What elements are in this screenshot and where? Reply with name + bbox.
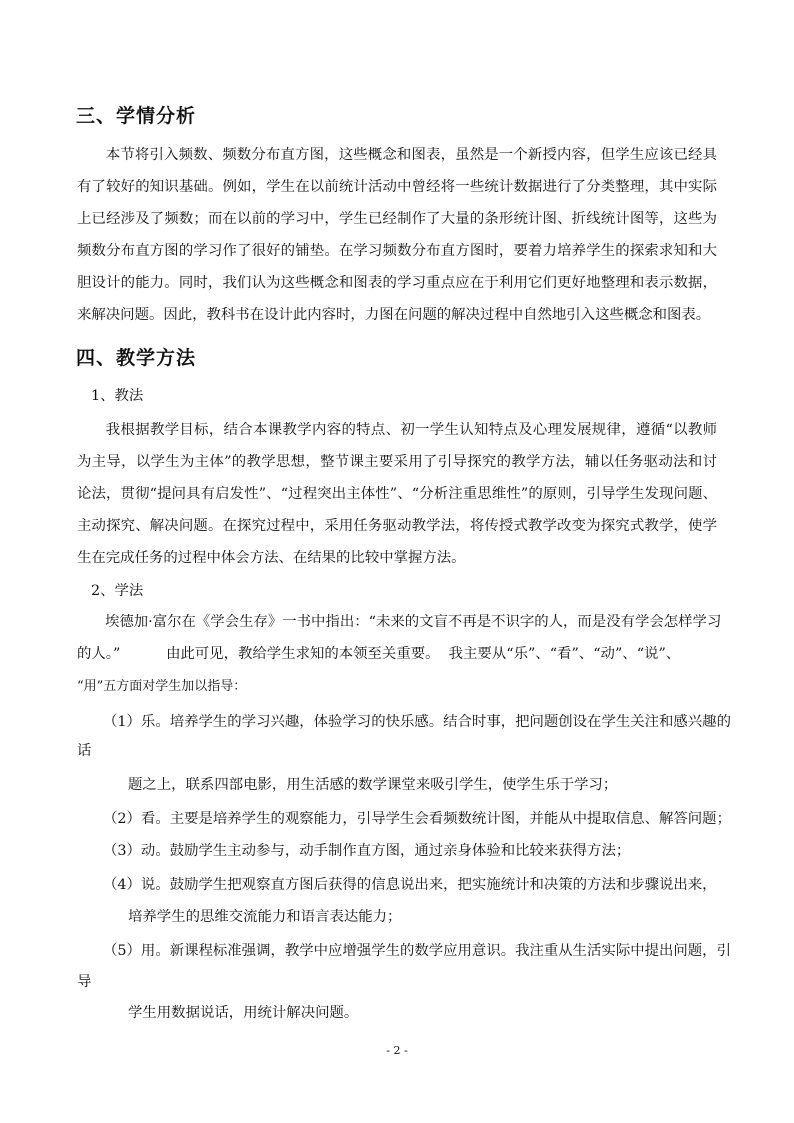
- list-item-3: （3）动。鼓励学生主动参与，动手制作直方图，通过亲身体验和比较来获得方法；: [103, 843, 631, 859]
- list-item-2: （2）看。主要是培养学生的观察能力，引导学生会看频数统计图，并能从中提取信息、解答问题；: [103, 811, 731, 827]
- learning-method-subheading: 2、学法: [91, 583, 144, 599]
- teaching-method-subheading: 1、教法: [91, 388, 144, 404]
- teaching-method-paragraph: 我根据教学目标，结合本课教学内容的特点、初一学生认知特点及心理发展规律，遵循“以教师为主导，以学生为主体”的教学思想，整节课主要采用了引导探究的教学方法，辅以任务驱动法和讨论法，贯彻“提问具有启发性”、“过程突出主体性”、“分析注重思维性”的原则，引导学生发现问题、主动探究、解决问题。在探究过程中，采用任务驱动教学法，将传授式教学改变为探究式教学，使学生在完成任务的过程中体会方法、在结果的比较中掌握方法。: [77, 422, 717, 566]
- section-3-heading: 三、学情分析: [76, 105, 197, 127]
- quote-line-2: 的人。” 由此可见，教给学生求知的本领至关重要。 我主要从“乐”、“看”、“动”、“说”、: [77, 646, 681, 662]
- quote-line-3: “用”五方面对学生加以指导：: [77, 679, 247, 694]
- section-3-paragraph: 本节将引入频数、频数分布直方图，这些概念和图表，虽然是一个新授内容，但学生应该已经具有了较好的知识基础。例如，学生在以前统计活动中曾经将一些统计数据进行了分类整理，其中实际上已经涉及了频数；而在以前的学习中，学生已经制作了大量的条形统计图、折线统计图等，这些为频数分布直方图的学习作了很好的铺垫。在学习频数分布直方图时，要着力培养学生的探索求知和大胆设计的能力。同时，我们认为这些概念和图表的学习重点应在于利用它们更好地整理和表示数据，来解决问题。因此，教科书在设计此内容时，力图在问题的解决过程中自然地引入这些概念和图表。: [77, 147, 717, 323]
- page-number: - 2 -: [386, 1044, 408, 1057]
- list-item-4-line-1: （4）说。鼓励学生把观察直方图后获得的信息说出来，把实施统计和决策的方法和步骤说出来，: [103, 877, 717, 893]
- list-item-5-line-3: 学生用数据说话，用统计解决问题。: [128, 1005, 359, 1021]
- quote-line-1: 埃德加·富尔在《学会生存》一书中指出：“未来的文盲不再是不识字的人，而是没有学会怎样学习: [105, 614, 722, 630]
- section-4-heading: 四、教学方法: [76, 347, 197, 369]
- list-item-5-line-1: （5）用。新课程标准强调，教学中应增强学生的数学应用意识。我注重从生活实际中提出问题，引: [103, 943, 731, 959]
- list-item-1-line-3: 题之上，联系四部电影，用生活感的数学课堂来吸引学生，使学生乐于学习；: [128, 777, 618, 793]
- list-item-1-line-1: （1）乐。培养学生的学习兴趣，体验学习的快乐感。结合时事，把问题创设在学生关注和感兴趣的: [103, 714, 731, 730]
- list-item-4-line-2: 培养学生的思维交流能力和语言表达能力；: [128, 909, 402, 925]
- list-item-1-line-2: 话: [77, 743, 92, 759]
- list-item-5-line-2: 导: [77, 974, 92, 990]
